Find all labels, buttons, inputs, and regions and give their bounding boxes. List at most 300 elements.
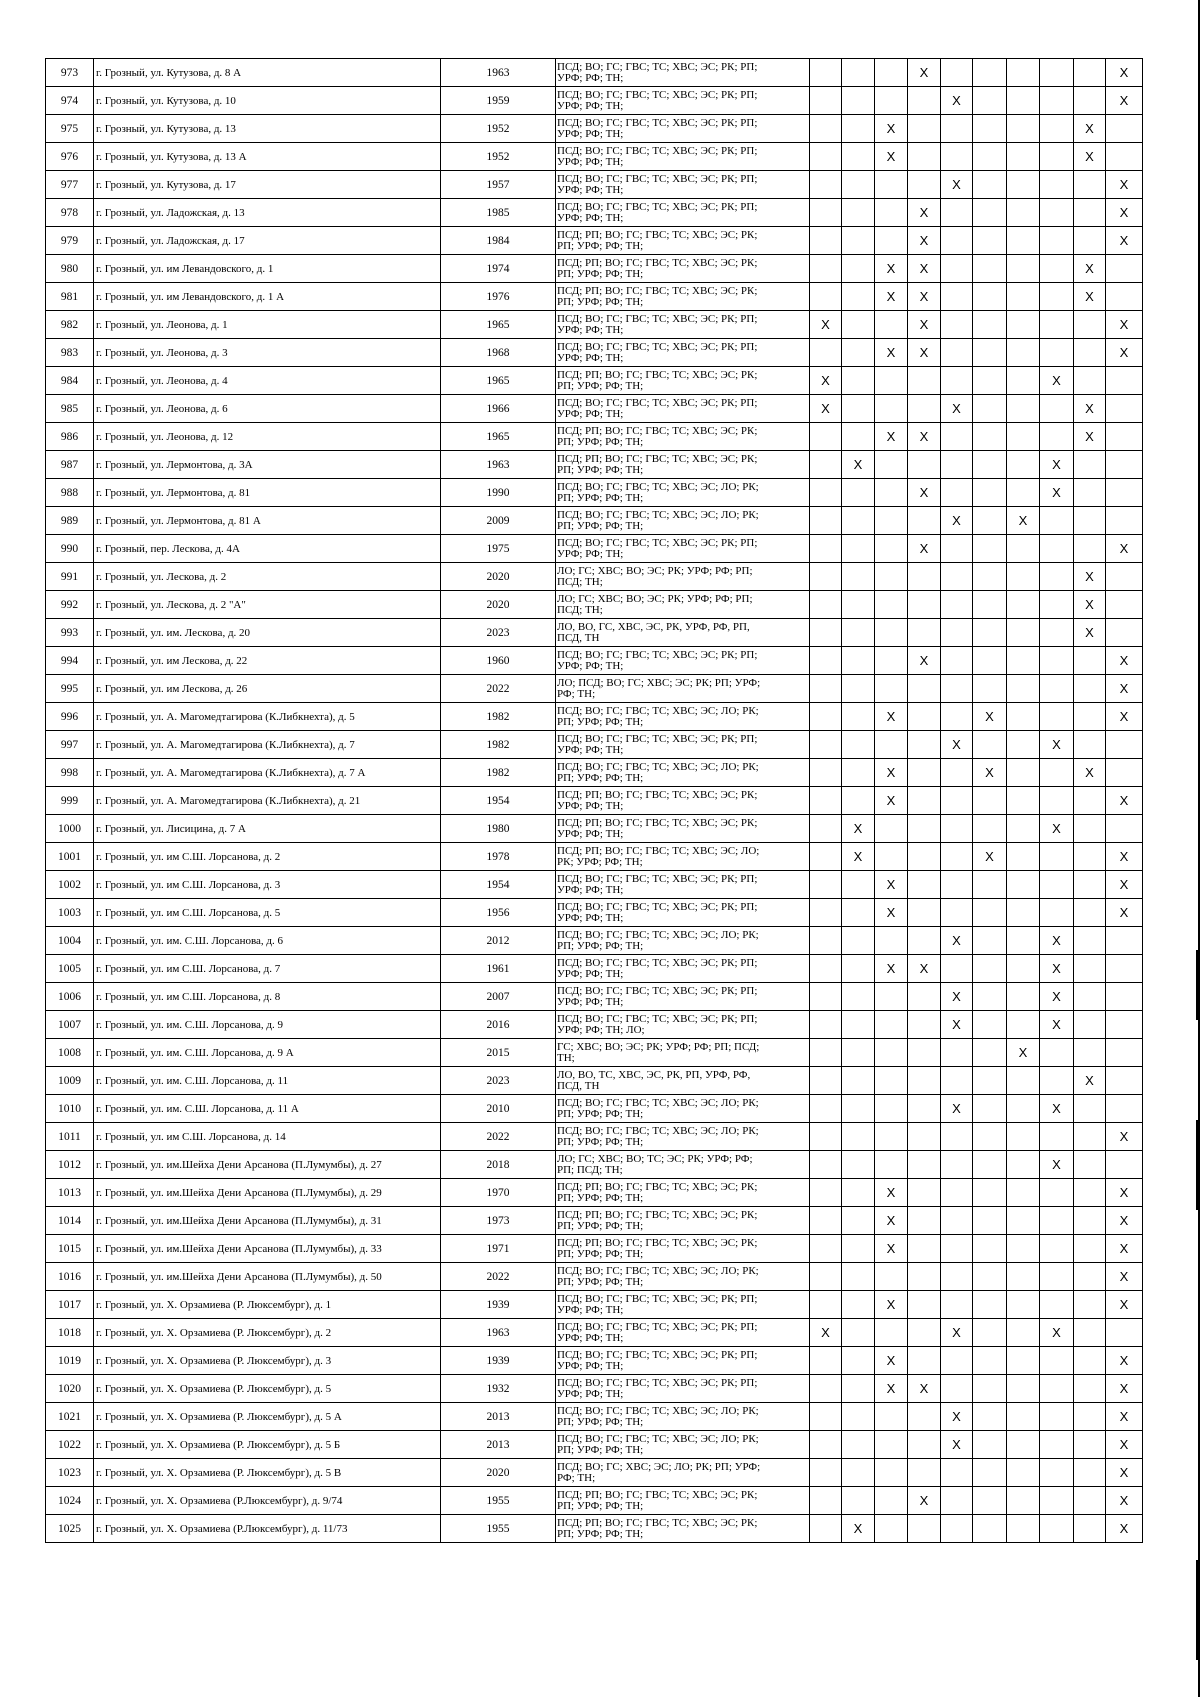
period-mark-cell [1007, 983, 1040, 1011]
period-mark-cell [875, 591, 908, 619]
period-mark-cell [1074, 1319, 1106, 1347]
works-line: УРФ; РФ; ТН; [557, 184, 624, 196]
construction-year: 1973 [441, 1207, 556, 1235]
table-row [46, 675, 1143, 703]
row-number: 974 [46, 87, 94, 115]
period-mark-cell [1007, 171, 1040, 199]
building-address: г. Грозный, ул. Х. Орзамиева (Р. Люксембург), д. 2 [94, 1319, 441, 1347]
period-mark-cell [908, 983, 941, 1011]
period-mark-cell: X [1106, 703, 1143, 731]
period-mark-cell [973, 787, 1007, 815]
period-mark-cell [941, 1291, 973, 1319]
period-mark-cell [941, 1487, 973, 1515]
period-mark-cell [908, 1095, 941, 1123]
period-mark-cell [842, 1067, 875, 1095]
period-mark-cell: X [908, 311, 941, 339]
period-mark-cell [842, 675, 875, 703]
period-mark-cell [810, 955, 842, 983]
period-mark-cell [842, 479, 875, 507]
period-mark-cell [1074, 787, 1106, 815]
period-mark-cell: X [908, 283, 941, 311]
works-list [556, 1263, 810, 1291]
period-mark-cell [1040, 871, 1074, 899]
period-mark-cell [1074, 1431, 1106, 1459]
works-line: УРФ; РФ; ТН; [557, 912, 624, 924]
works-line: РФ; ТН; [557, 688, 596, 700]
row-number: 1003 [46, 899, 94, 927]
works-list [556, 1459, 810, 1487]
period-mark-cell [908, 759, 941, 787]
period-mark-cell: X [1040, 451, 1074, 479]
period-mark-cell [1040, 255, 1074, 283]
period-mark-cell [973, 1095, 1007, 1123]
period-mark-cell: X [875, 1235, 908, 1263]
period-mark-cell [875, 563, 908, 591]
period-mark-cell [1007, 339, 1040, 367]
period-mark-cell [1040, 115, 1074, 143]
works-line: ПСД; ВО; ГС; ГВС; ТС; ХВС; ЭС; ЛО; РК; [557, 928, 759, 941]
works-line: РК; УРФ; РФ; ТН; [557, 856, 643, 868]
period-mark-cell [1074, 1179, 1106, 1207]
table-row [46, 1319, 1143, 1347]
period-mark-cell: X [875, 423, 908, 451]
works-list [556, 1487, 810, 1515]
period-mark-cell [1007, 871, 1040, 899]
period-mark-cell [810, 1151, 842, 1179]
period-mark-cell [842, 563, 875, 591]
period-mark-cell: X [1106, 311, 1143, 339]
works-line: РП; УРФ; РФ; ТН; [557, 716, 644, 728]
period-mark-cell [1007, 255, 1040, 283]
works-list [556, 1291, 810, 1319]
period-mark-cell: X [1106, 171, 1143, 199]
period-mark-cell [973, 815, 1007, 843]
period-mark-cell [1074, 703, 1106, 731]
period-mark-cell [1074, 1375, 1106, 1403]
works-line: ПСД; ВО; ГС; ГВС; ТС; ХВС; ЭС; РК; РП; [557, 536, 758, 549]
period-mark-cell [908, 1319, 941, 1347]
works-list [556, 899, 810, 927]
construction-year: 1965 [441, 367, 556, 395]
period-mark-cell [1040, 843, 1074, 871]
works-line: ПСД; РП; ВО; ГС; ГВС; ТС; ХВС; ЭС; РК; [557, 256, 758, 269]
period-mark-cell [1007, 199, 1040, 227]
period-mark-cell [842, 1235, 875, 1263]
row-number: 1002 [46, 871, 94, 899]
period-mark-cell [1074, 843, 1106, 871]
period-mark-cell [908, 451, 941, 479]
period-mark-cell [941, 1515, 973, 1543]
table-row [46, 927, 1143, 955]
period-mark-cell [810, 871, 842, 899]
period-mark-cell: X [1106, 87, 1143, 115]
period-mark-cell [875, 619, 908, 647]
table-row [46, 1011, 1143, 1039]
period-mark-cell: X [1040, 1095, 1074, 1123]
works-line: УРФ; РФ; ТН; [557, 1332, 624, 1344]
period-mark-cell [1074, 983, 1106, 1011]
period-mark-cell [1074, 675, 1106, 703]
period-mark-cell [1106, 479, 1143, 507]
works-list [556, 1011, 810, 1039]
period-mark-cell [1106, 563, 1143, 591]
table-row [46, 115, 1143, 143]
period-mark-cell [810, 1347, 842, 1375]
row-number: 1004 [46, 927, 94, 955]
construction-year: 2015 [441, 1039, 556, 1067]
period-mark-cell [1040, 1403, 1074, 1431]
period-mark-cell [941, 1235, 973, 1263]
construction-year: 1976 [441, 283, 556, 311]
works-line: ПСД; ВО; ГС; ГВС; ТС; ХВС; ЭС; РК; РП; [557, 872, 758, 885]
period-mark-cell [1074, 171, 1106, 199]
period-mark-cell [1040, 535, 1074, 563]
period-mark-cell [908, 619, 941, 647]
building-address: г. Грозный, ул. им.Шейха Дени Арсанова (П.Лумумбы), д. 27 [94, 1151, 441, 1179]
construction-year: 1970 [441, 1179, 556, 1207]
works-list [556, 479, 810, 507]
building-address: г. Грозный, ул. А. Магомедтагирова (К.Либкнехта), д. 21 [94, 787, 441, 815]
works-line: ПСД; ВО; ГС; ГВС; ТС; ХВС; ЭС; РК; РП; [557, 172, 758, 185]
period-mark-cell [908, 1011, 941, 1039]
construction-year: 1985 [441, 199, 556, 227]
period-mark-cell: X [1106, 1291, 1143, 1319]
building-address: г. Грозный, ул. Кутузова, д. 8 А [94, 59, 441, 87]
building-address: г. Грозный, ул. им.Шейха Дени Арсанова (П.Лумумбы), д. 50 [94, 1263, 441, 1291]
period-mark-cell [842, 199, 875, 227]
period-mark-cell [973, 87, 1007, 115]
period-mark-cell: X [842, 451, 875, 479]
period-mark-cell [1074, 731, 1106, 759]
period-mark-cell [810, 759, 842, 787]
period-mark-cell [908, 1123, 941, 1151]
works-list [556, 759, 810, 787]
period-mark-cell [973, 1431, 1007, 1459]
works-list [556, 787, 810, 815]
period-mark-cell [1106, 619, 1143, 647]
works-line: УРФ; РФ; ТН; [557, 968, 624, 980]
period-mark-cell [973, 255, 1007, 283]
row-number: 1023 [46, 1459, 94, 1487]
building-address: г. Грозный, ул. Х. Орзамиева (Р. Люксембург), д. 1 [94, 1291, 441, 1319]
period-mark-cell: X [1074, 143, 1106, 171]
period-mark-cell [875, 843, 908, 871]
works-line: ПСД; ВО; ГС; ГВС; ТС; ХВС; ЭС; РК; РП; [557, 1320, 758, 1333]
construction-year: 1959 [441, 87, 556, 115]
period-mark-cell [973, 339, 1007, 367]
period-mark-cell [973, 1487, 1007, 1515]
period-mark-cell: X [1074, 591, 1106, 619]
works-line: РП; УРФ; РФ; ТН; [557, 240, 644, 252]
construction-year: 1974 [441, 255, 556, 283]
period-mark-cell [875, 1067, 908, 1095]
building-address: г. Грозный, ул. им Левандовского, д. 1 [94, 255, 441, 283]
row-number: 1008 [46, 1039, 94, 1067]
building-address: г. Грозный, ул. им Левандовского, д. 1 А [94, 283, 441, 311]
period-mark-cell [875, 227, 908, 255]
period-mark-cell: X [908, 339, 941, 367]
period-mark-cell [875, 311, 908, 339]
period-mark-cell [908, 899, 941, 927]
period-mark-cell: X [908, 227, 941, 255]
period-mark-cell [941, 591, 973, 619]
works-line: ПСД; РП; ВО; ГС; ГВС; ТС; ХВС; ЭС; РК; [557, 1236, 758, 1249]
period-mark-cell: X [842, 843, 875, 871]
works-list [556, 1347, 810, 1375]
period-mark-cell [1007, 955, 1040, 983]
works-line: ПСД; РП; ВО; ГС; ГВС; ТС; ХВС; ЭС; РК; [557, 424, 758, 437]
period-mark-cell [1040, 675, 1074, 703]
period-mark-cell [973, 1011, 1007, 1039]
row-number: 995 [46, 675, 94, 703]
period-mark-cell [941, 535, 973, 563]
period-mark-cell: X [908, 255, 941, 283]
works-list [556, 59, 810, 87]
period-mark-cell [1074, 1207, 1106, 1235]
table-row [46, 339, 1143, 367]
period-mark-cell [1007, 675, 1040, 703]
period-mark-cell [810, 1235, 842, 1263]
period-mark-cell [1040, 1375, 1074, 1403]
period-mark-cell [1074, 1151, 1106, 1179]
construction-year: 1955 [441, 1515, 556, 1543]
works-list [556, 1235, 810, 1263]
period-mark-cell [908, 1207, 941, 1235]
period-mark-cell [810, 59, 842, 87]
period-mark-cell [908, 1515, 941, 1543]
period-mark-cell [1106, 927, 1143, 955]
period-mark-cell [941, 787, 973, 815]
works-line: ПСД; РП; ВО; ГС; ГВС; ТС; ХВС; ЭС; РК; [557, 816, 758, 829]
table-row [46, 1151, 1143, 1179]
building-address: г. Грозный, ул. им С.Ш. Лорсанова, д. 5 [94, 899, 441, 927]
row-number: 987 [46, 451, 94, 479]
period-mark-cell: X [941, 731, 973, 759]
works-line: УРФ; РФ; ТН; [557, 548, 624, 560]
works-line: РП; УРФ; РФ; ТН; [557, 520, 644, 532]
building-address: г. Грозный, ул. Кутузова, д. 13 [94, 115, 441, 143]
works-line: ПСД; РП; ВО; ГС; ГВС; ТС; ХВС; ЭС; РК; [557, 284, 758, 297]
period-mark-cell [810, 1431, 842, 1459]
period-mark-cell: X [908, 955, 941, 983]
period-mark-cell: X [908, 199, 941, 227]
table-row [46, 983, 1143, 1011]
table-row [46, 255, 1143, 283]
period-mark-cell [875, 479, 908, 507]
period-mark-cell: X [1040, 1151, 1074, 1179]
building-address: г. Грозный, ул. Кутузова, д. 13 А [94, 143, 441, 171]
period-mark-cell: X [973, 843, 1007, 871]
period-mark-cell: X [875, 787, 908, 815]
period-mark-cell [875, 1263, 908, 1291]
period-mark-cell [941, 199, 973, 227]
period-mark-cell [1074, 479, 1106, 507]
period-mark-cell [810, 199, 842, 227]
building-address: г. Грозный, ул. Лермонтова, д. 81 [94, 479, 441, 507]
building-address: г. Грозный, ул. им Лескова, д. 26 [94, 675, 441, 703]
period-mark-cell: X [1106, 1123, 1143, 1151]
period-mark-cell [908, 591, 941, 619]
building-address: г. Грозный, ул. А. Магомедтагирова (К.Либкнехта), д. 7 [94, 731, 441, 759]
period-mark-cell [941, 451, 973, 479]
row-number: 994 [46, 647, 94, 675]
period-mark-cell [908, 1403, 941, 1431]
period-mark-cell [973, 1403, 1007, 1431]
table-row [46, 1207, 1143, 1235]
works-line: ПСД; ВО; ГС; ГВС; ТС; ХВС; ЭС; РК; РП; [557, 984, 758, 997]
period-mark-cell [842, 703, 875, 731]
row-number: 982 [46, 311, 94, 339]
period-mark-cell [941, 1207, 973, 1235]
works-list [556, 983, 810, 1011]
table-row [46, 703, 1143, 731]
period-mark-cell [810, 479, 842, 507]
period-mark-cell [908, 1459, 941, 1487]
period-mark-cell [1106, 983, 1143, 1011]
works-list [556, 171, 810, 199]
table-row [46, 199, 1143, 227]
row-number: 986 [46, 423, 94, 451]
period-mark-cell [1106, 1011, 1143, 1039]
period-mark-cell [908, 1179, 941, 1207]
period-mark-cell [973, 955, 1007, 983]
period-mark-cell [1040, 507, 1074, 535]
period-mark-cell [875, 199, 908, 227]
period-mark-cell [1007, 227, 1040, 255]
period-mark-cell: X [1106, 1207, 1143, 1235]
works-line: ПСД; РП; ВО; ГС; ГВС; ТС; ХВС; ЭС; РК; [557, 228, 758, 241]
table-row [46, 1431, 1143, 1459]
period-mark-cell: X [941, 395, 973, 423]
building-address: г. Грозный, ул. Х. Орзамиева (Р. Люксембург), д. 5 Б [94, 1431, 441, 1459]
period-mark-cell: X [810, 395, 842, 423]
table-row [46, 311, 1143, 339]
period-mark-cell [810, 1039, 842, 1067]
period-mark-cell [1040, 1263, 1074, 1291]
period-mark-cell [1106, 367, 1143, 395]
period-mark-cell [973, 591, 1007, 619]
period-mark-cell [973, 367, 1007, 395]
period-mark-cell [1040, 1487, 1074, 1515]
period-mark-cell [1074, 1263, 1106, 1291]
period-mark-cell: X [1106, 227, 1143, 255]
period-mark-cell [973, 1515, 1007, 1543]
period-mark-cell [973, 675, 1007, 703]
period-mark-cell [941, 843, 973, 871]
table-row [46, 1487, 1143, 1515]
period-mark-cell [1074, 1123, 1106, 1151]
period-mark-cell: X [941, 171, 973, 199]
works-line: ПСД; ВО; ГС; ГВС; ТС; ХВС; ЭС; ЛО; РК; [557, 704, 759, 717]
period-mark-cell: X [1074, 395, 1106, 423]
period-mark-cell [973, 1235, 1007, 1263]
period-mark-cell [810, 255, 842, 283]
period-mark-cell [973, 899, 1007, 927]
construction-year: 2018 [441, 1151, 556, 1179]
works-line: ПСД; РП; ВО; ГС; ГВС; ТС; ХВС; ЭС; РК; [557, 1516, 758, 1529]
works-line: ЛО; ГС; ХВС; ВО; ЭС; РК; УРФ; РФ; РП; [557, 564, 753, 577]
works-line: УРФ; РФ; ТН; [557, 800, 624, 812]
row-number: 975 [46, 115, 94, 143]
period-mark-cell [941, 283, 973, 311]
period-mark-cell [1040, 395, 1074, 423]
period-mark-cell: X [941, 927, 973, 955]
period-mark-cell [973, 927, 1007, 955]
period-mark-cell [908, 87, 941, 115]
period-mark-cell [908, 871, 941, 899]
period-mark-cell [1106, 395, 1143, 423]
building-address: г. Грозный, ул. Кутузова, д. 10 [94, 87, 441, 115]
works-list [556, 843, 810, 871]
period-mark-cell: X [875, 339, 908, 367]
works-line: ПСД, ТН [557, 1080, 600, 1092]
period-mark-cell [810, 563, 842, 591]
period-mark-cell [941, 563, 973, 591]
period-mark-cell [842, 1151, 875, 1179]
period-mark-cell [1074, 451, 1106, 479]
period-mark-cell [875, 1095, 908, 1123]
period-mark-cell [842, 787, 875, 815]
period-mark-cell [1040, 1123, 1074, 1151]
period-mark-cell [842, 1207, 875, 1235]
period-mark-cell: X [875, 955, 908, 983]
works-list [556, 339, 810, 367]
period-mark-cell [1040, 591, 1074, 619]
period-mark-cell [1007, 1263, 1040, 1291]
works-list [556, 255, 810, 283]
period-mark-cell [1007, 1487, 1040, 1515]
period-mark-cell [941, 1179, 973, 1207]
period-mark-cell: X [1106, 1403, 1143, 1431]
period-mark-cell [842, 955, 875, 983]
period-mark-cell [842, 339, 875, 367]
works-line: ПСД; ВО; ГС; ГВС; ТС; ХВС; ЭС; РК; РП; [557, 340, 758, 353]
period-mark-cell: X [875, 899, 908, 927]
period-mark-cell [1106, 283, 1143, 311]
row-number: 977 [46, 171, 94, 199]
table-row [46, 1459, 1143, 1487]
period-mark-cell [1106, 759, 1143, 787]
works-line: УРФ; РФ; ТН; ЛО; [557, 1024, 645, 1036]
period-mark-cell: X [1106, 1179, 1143, 1207]
period-mark-cell: X [908, 1375, 941, 1403]
period-mark-cell [941, 479, 973, 507]
works-line: УРФ; РФ; ТН; [557, 828, 624, 840]
period-mark-cell: X [1040, 1319, 1074, 1347]
period-mark-cell [1007, 311, 1040, 339]
period-mark-cell [1007, 395, 1040, 423]
period-mark-cell [908, 815, 941, 843]
period-mark-cell [973, 143, 1007, 171]
works-line: РП; УРФ; РФ; ТН; [557, 772, 644, 784]
table-row [46, 451, 1143, 479]
works-list [556, 563, 810, 591]
period-mark-cell [1106, 1039, 1143, 1067]
works-line: ПСД; ВО; ГС; ХВС; ЭС; ЛО; РК; РП; УРФ; [557, 1460, 761, 1473]
table-row [46, 59, 1143, 87]
period-mark-cell [842, 143, 875, 171]
row-number: 1000 [46, 815, 94, 843]
period-mark-cell: X [1074, 759, 1106, 787]
period-mark-cell [1040, 423, 1074, 451]
works-line: ПСД; ВО; ГС; ГВС; ТС; ХВС; ЭС; ЛО; РК; [557, 760, 759, 773]
works-list [556, 423, 810, 451]
period-mark-cell: X [908, 647, 941, 675]
works-line: ПСД; РП; ВО; ГС; ГВС; ТС; ХВС; ЭС; РК; [557, 452, 758, 465]
works-line: ПСД; ВО; ГС; ГВС; ТС; ХВС; ЭС; РК; РП; [557, 88, 758, 101]
building-address: г. Грозный, ул. Лермонтова, д. 81 А [94, 507, 441, 535]
construction-year: 1975 [441, 535, 556, 563]
